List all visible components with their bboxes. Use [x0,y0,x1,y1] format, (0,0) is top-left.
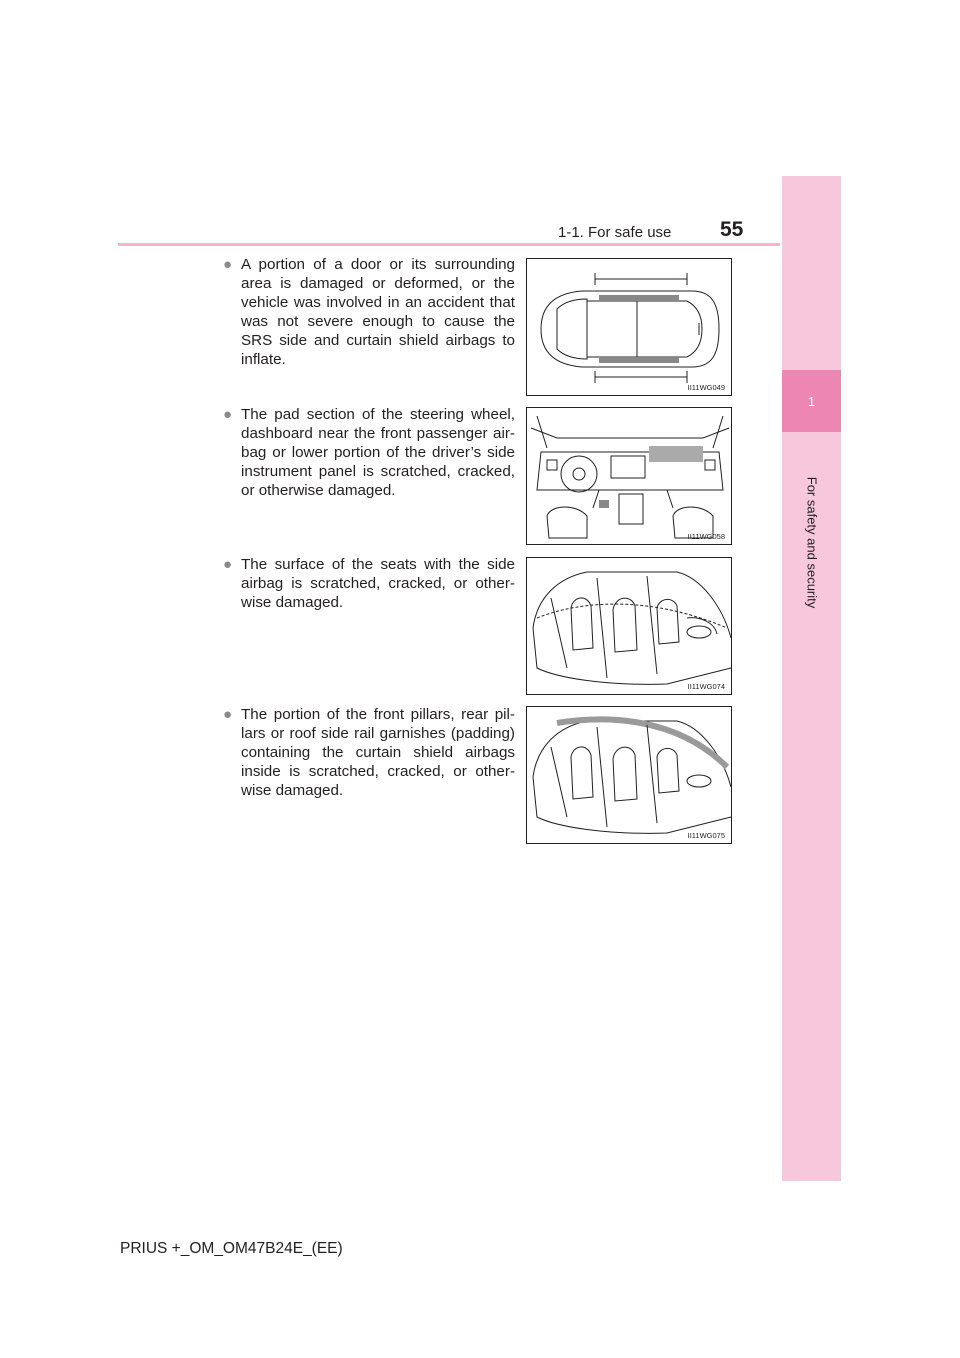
item-text: The pad section of the steering wheel, dashboard near the front passenger air-bag or lower portion of the driver’s side instrument panel is scratched, cracked, or otherwise damaged. [241,406,515,499]
dashboard-illustration [526,407,732,545]
bullet-icon: ● [223,406,233,423]
bullet-icon: ● [223,256,233,273]
list-item [223,705,515,800]
figure-code: II11WG075 [687,831,725,840]
item-text: The surface of the seats with the side airbag is scratched, cracked, or other-wise damaged. [241,556,515,611]
side-tab-chapter-number: 1 [782,370,841,432]
side-airbag-seats-illustration [526,557,732,695]
section-title: 1-1. For safe use [558,224,672,241]
curtain-airbag-illustration [526,706,732,844]
figure-code: II11WG049 [687,383,725,392]
side-tab-chapter-title: For safety and security [804,476,819,608]
list-item [223,405,515,500]
footer-text: PRIUS +_OM_OM47B24E_(EE) [120,1240,343,1257]
item-text: A portion of a door or its surrounding area is damaged or deformed, or the vehicle was involved in an accident that was not severe enough to cause the SRS side and curtain shield airbags to inflate. [241,256,515,368]
figure-code: II11WG058 [687,532,725,541]
header-rule [118,243,780,246]
list-item [223,555,515,612]
bullet-icon: ● [223,556,233,573]
side-tab-chapter-label [782,432,841,652]
bullet-icon: ● [223,706,233,723]
car-top-view-illustration [526,258,732,396]
list-item [223,255,515,369]
page-number: 55 [720,218,744,241]
side-tab [782,176,841,1181]
figure-code: II11WG074 [687,682,725,691]
item-text: The portion of the front pillars, rear pil-lars or roof side rail garnishes (padding) containing the curtain shield airbags inside is scratched, cracked, or other-wise damaged. [241,706,515,799]
